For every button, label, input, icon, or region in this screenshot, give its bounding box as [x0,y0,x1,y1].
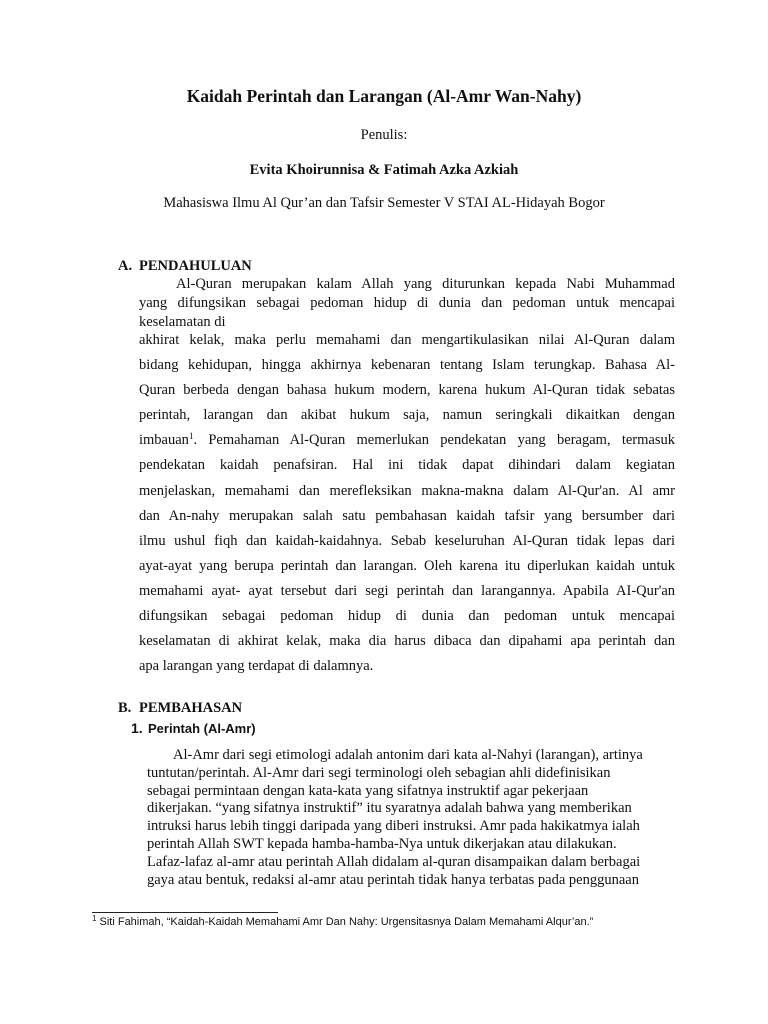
section-a-marker: A. [118,258,133,274]
author-affiliation: Mahasiswa Ilmu Al Qur’an dan Tafsir Semester V STAI AL-Hidayah Bogor [163,195,605,211]
paragraph-line: ayat-ayat yang berupa perintah dan larangan. Oleh karena itu diperlukan kaidah untuk [139,558,675,574]
paragraph-line: menjelaskan, memahami dan merefleksikan makna-makna dalam Al-Qur'an. Al amr [139,483,675,499]
paragraph-line: yang difungsikan sebagai pedoman hidup di dunia dan pedoman untuk mencapai [139,295,675,311]
paragraph-line: Lafaz-lafaz al-amr atau perintah Allah didalam al-quran disampaikan dalam berbagai [147,854,641,870]
author-names: Evita Khoirunnisa & Fatimah Azka Azkiah [249,162,519,178]
paragraph-text: imbauan [139,432,189,448]
author-label: Penulis: [360,127,408,143]
footnote-separator [92,912,278,913]
paragraph-line: tuntutan/perintah. Al-Amr dari segi terminologi oleh sebagian ahli didefinisikan [147,765,611,781]
document-title: Kaidah Perintah dan Larangan (Al-Amr Wan-Nahy) [186,86,582,106]
paragraph-line: apa larangan yang terdapat di dalamnya. [139,658,374,674]
paragraph-line: Quran berbeda dengan bahasa hukum modern, karena hukum Al-Quran tidak sebatas [139,382,675,398]
paragraph-line: keselamatan di akhirat kelak, maka dia harus dibaca dan dipahami apa perintah dan [139,633,675,649]
subsection-heading [131,720,256,736]
footnote-number: 1 [92,914,97,923]
footnote-text: Siti Fahimah, “Kaidah-Kaidah Memahami Amr Dan Nahy: Urgensitasnya Dalam Memahami Alqur’an.” [96,916,594,928]
paragraph-line: sebagai permintaan dengan kata-kata yang sifatnya instruktif agar pekerjaan [147,783,589,799]
paragraph-line: intruksi harus lebih tinggi daripada yang diberi instruksi. Amr pada hakikatmya ialah [147,818,640,834]
paragraph-line: keselamatan di [139,314,226,330]
paragraph-line: perintah Allah SWT kepada hamba-hamba-Nya untuk dikerjakan atau dilakukan. [147,836,617,852]
paragraph-line: Al-Quran merupakan kalam Allah yang diturunkan kepada Nabi Muhammad [176,276,675,292]
section-b-title: PEMBAHASAN [139,700,243,716]
subsection-title: Perintah (Al-Amr) [148,721,256,736]
paragraph-line: bidang kehidupan, hingga akhirnya kebenaran tentang Islam terungkap. Bahasa Al- [139,357,675,373]
section-a-heading [118,258,252,275]
paragraph-line: dan An-nahy merupakan salah satu pembahasan kaidah tafsir yang bersumber dari [139,508,675,524]
paragraph-line: memahami ayat- ayat tersebut dari segi perintah dan larangannya. Apabila AI-Qur'an [139,583,675,599]
paragraph-line: pendekatan kaidah penafsiran. Hal ini tidak dapat dihindari dalam kegiatan [139,457,675,473]
paragraph-line: akhirat kelak, maka perlu memahami dan mengartikulasikan nilai Al-Quran dalam [139,332,675,348]
paragraph-line: difungsikan sebagai pedoman hidup di dunia dan pedoman untuk mencapai [139,608,675,624]
paragraph-text: . Pemahaman Al-Quran memerlukan pendekatan yang beragam, termasuk [193,432,675,448]
section-b-marker: B. [118,700,132,716]
paragraph-line: gaya atau bentuk, redaksi al-amr atau perintah tidak hanya terbatas pada penggunaan [147,872,639,888]
paragraph-line: dikerjakan. “yang sifatnya instruktif” itu syaratnya adalah bahwa yang memberikan [147,800,632,816]
footnote [92,916,593,928]
footnote-reference[interactable]: 1 [188,431,194,441]
section-b-heading [118,700,242,717]
paragraph-line: Al-Amr dari segi etimologi adalah antonim dari kata al-Nahyi (larangan), artinya [173,747,643,763]
paragraph-line: perintah, larangan dan akibat hukum saja, namun seringkali dikaitkan dengan [139,407,675,423]
paragraph-line-with-footnote-ref [139,432,675,449]
subsection-marker: 1. [131,720,143,736]
section-a-title: PENDAHULUAN [139,258,252,274]
paragraph-line: ilmu ushul fiqh dan kaidah-kaidahnya. Sebab keseluruhan Al-Quran tidak lepas dari [139,533,675,549]
